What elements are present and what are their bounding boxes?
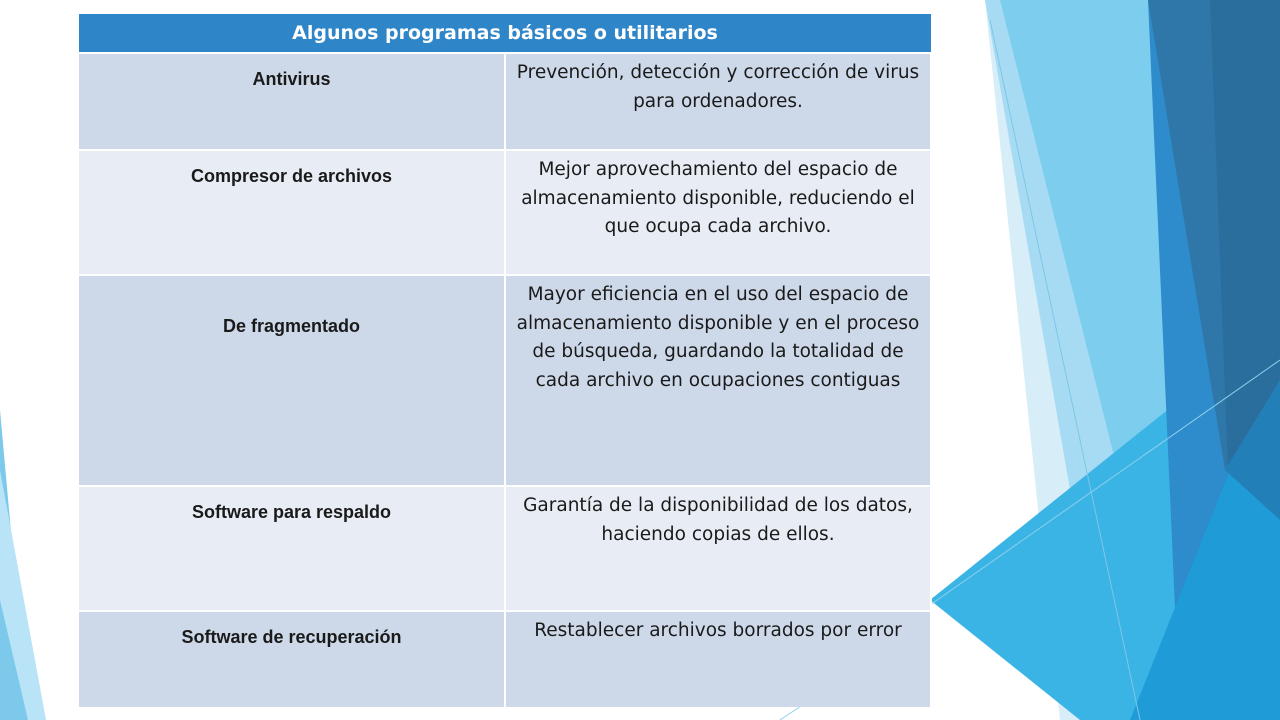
row-name: De fragmentado bbox=[79, 275, 505, 486]
row-description: Mayor eficiencia en el uso del espacio de almacenamiento disponible y en el proceso de búsqueda, guardando la totalidad de cada archivo en ocupaciones contiguas bbox=[505, 275, 931, 486]
row-name: Software para respaldo bbox=[79, 486, 505, 611]
table-title: Algunos programas básicos o utilitarios bbox=[79, 14, 931, 53]
table-row bbox=[79, 611, 931, 707]
table-row bbox=[79, 275, 931, 486]
row-name: Compresor de archivos bbox=[79, 150, 505, 275]
row-description: Prevención, detección y corrección de virus para ordenadores. bbox=[505, 53, 931, 150]
row-description: Garantía de la disponibilidad de los datos, haciendo copias de ellos. bbox=[505, 486, 931, 611]
row-description: Mejor aprovechamiento del espacio de almacenamiento disponible, reduciendo el que ocupa cada archivo. bbox=[505, 150, 931, 275]
table-row bbox=[79, 486, 931, 611]
row-name: Software de recuperación bbox=[79, 611, 505, 707]
table-row bbox=[79, 150, 931, 275]
table-row bbox=[79, 53, 931, 150]
row-description: Restablecer archivos borrados por error bbox=[505, 611, 931, 707]
utility-programs-table bbox=[79, 14, 932, 707]
row-name: Antivirus bbox=[79, 53, 505, 150]
